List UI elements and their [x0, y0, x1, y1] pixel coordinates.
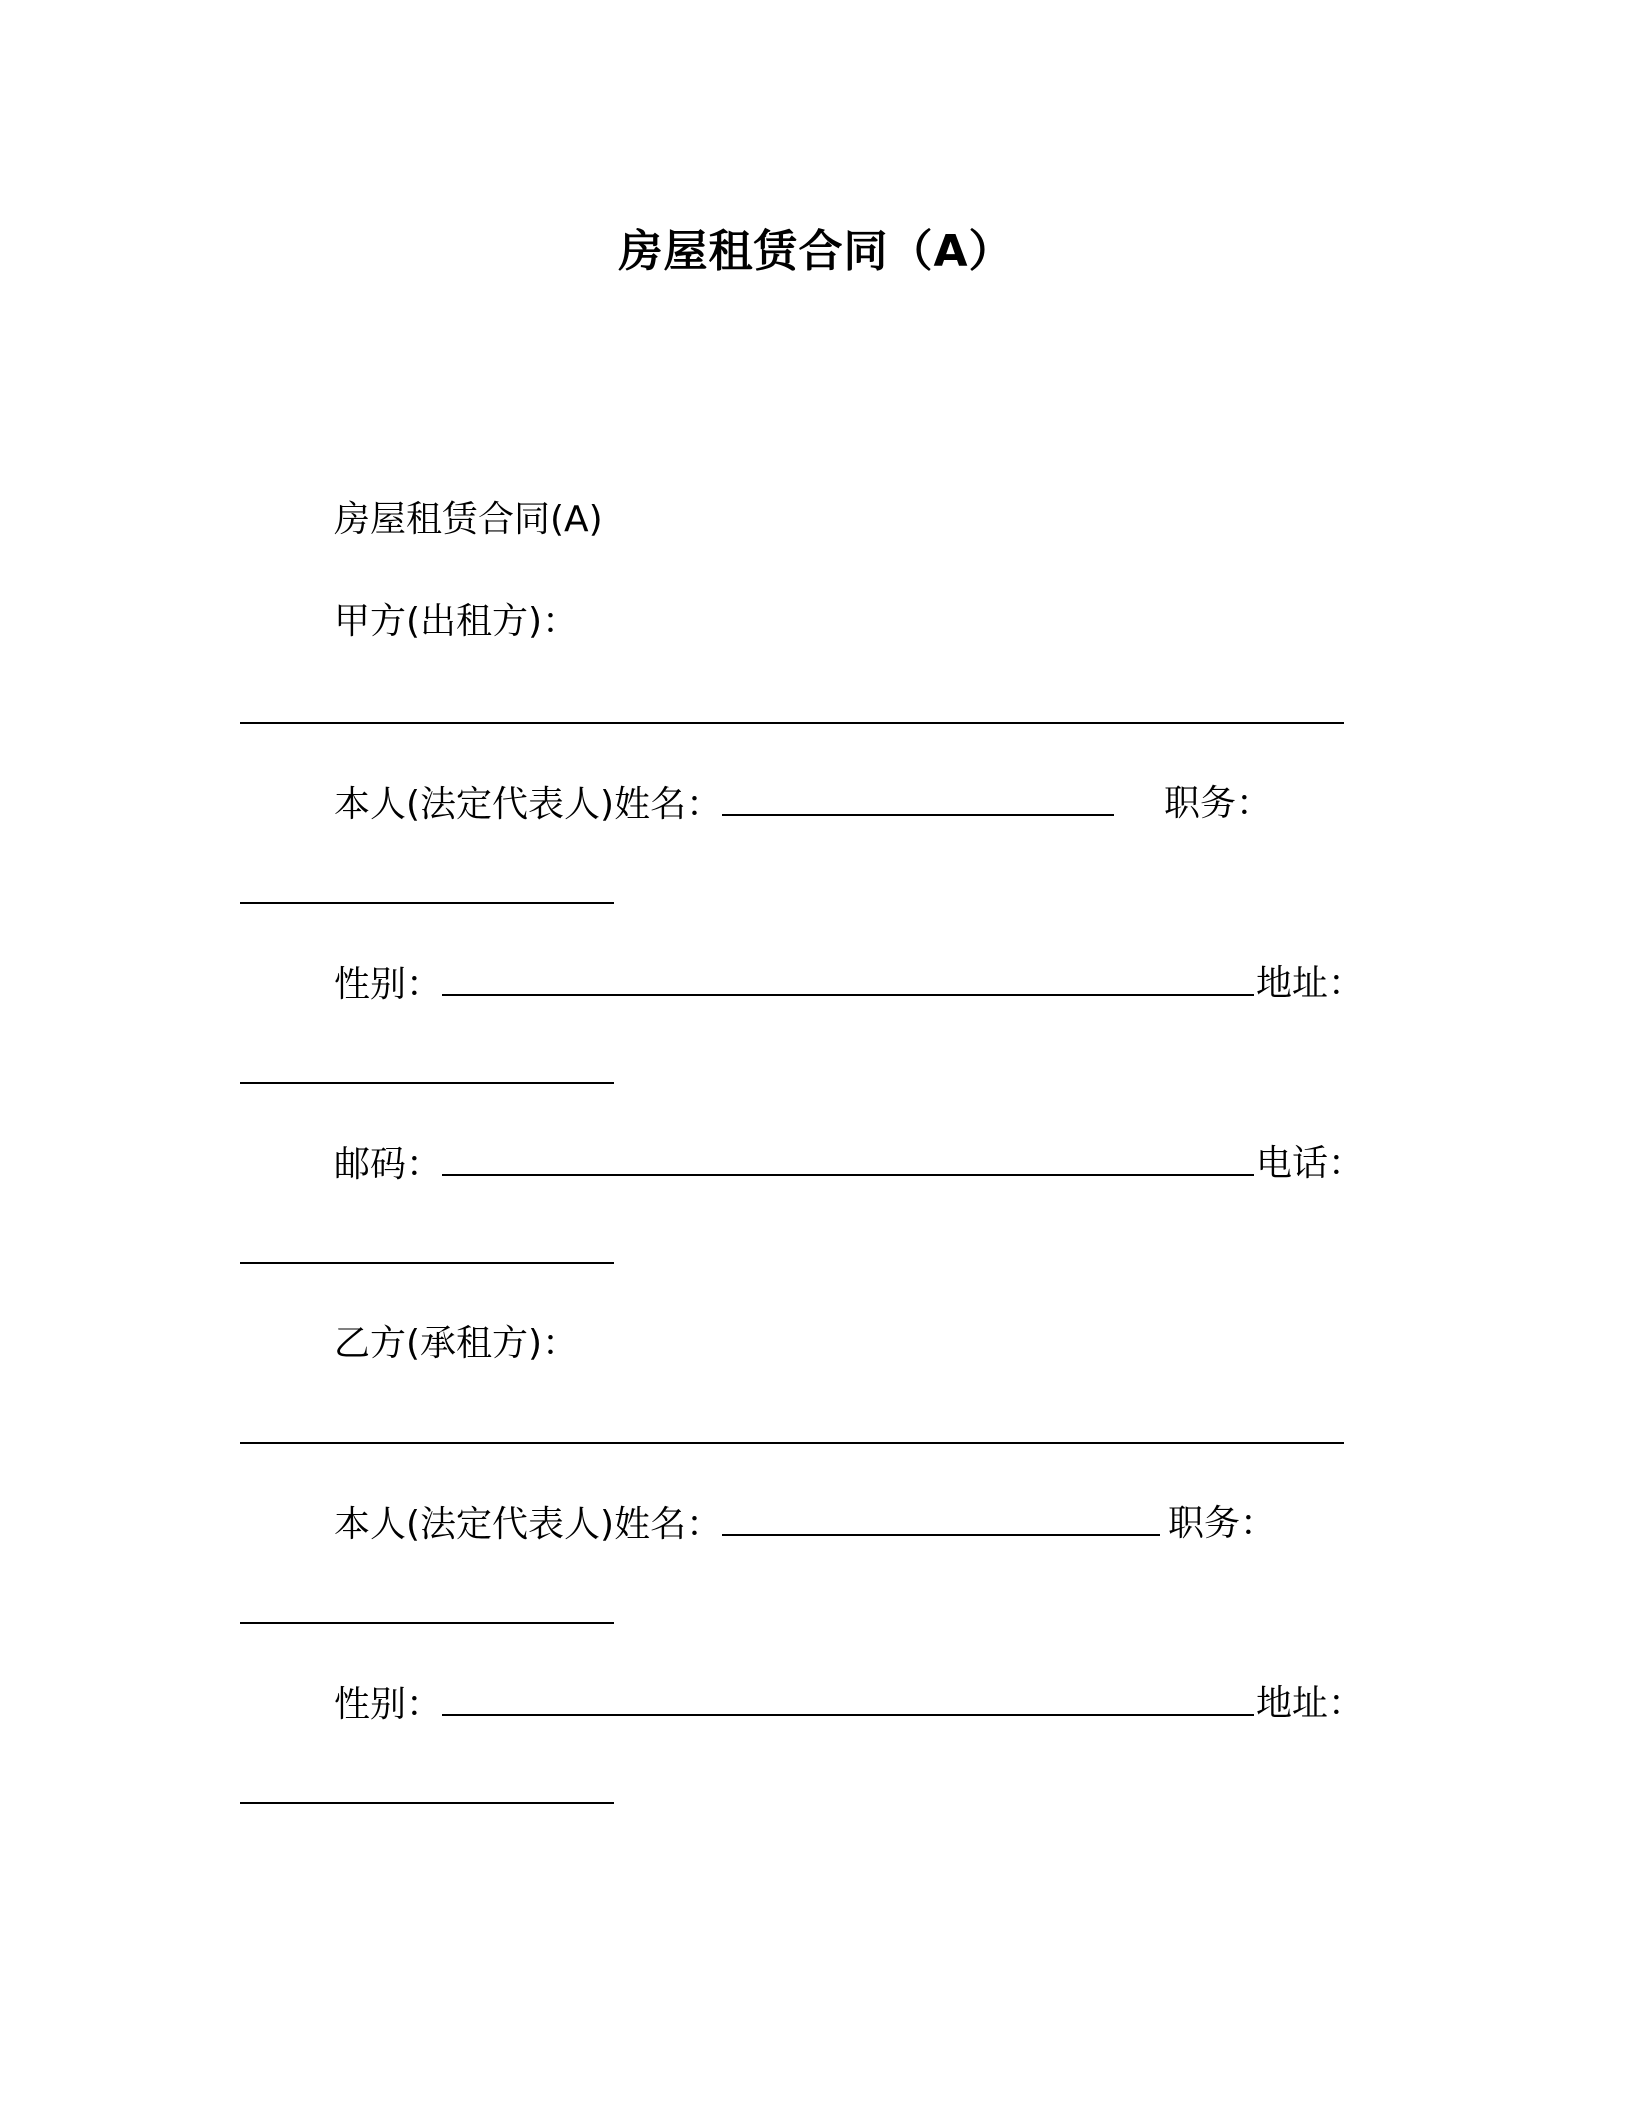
party-a-phone-label: 电话： [1256, 1143, 1365, 1184]
party-a-gender-label: 性别： [334, 964, 443, 1005]
party-a-address-label: 地址： [1256, 963, 1365, 1004]
party-b-gender-label: 性别： [334, 1684, 443, 1725]
party-b-address-label: 地址： [1256, 1683, 1365, 1724]
party-a-position-blank[interactable] [240, 902, 614, 904]
party-a-postcode-row [334, 1140, 1254, 1189]
party-a-postcode-field[interactable] [442, 1140, 1254, 1176]
party-b-representative-row [334, 1500, 1160, 1549]
party-b-name-label: 本人(法定代表人)姓名： [334, 1504, 723, 1545]
party-a-phone-blank[interactable] [240, 1262, 614, 1264]
party-a-postcode-label: 邮码： [334, 1144, 443, 1185]
party-b-position-blank[interactable] [240, 1622, 614, 1624]
party-a-representative-row [334, 780, 1114, 829]
party-a-label: 甲方(出租方)： [334, 601, 579, 642]
party-a-gender-field[interactable] [442, 960, 1254, 996]
party-b-position-label: 职务： [1168, 1503, 1277, 1544]
document-title: 房屋租赁合同（A） [618, 226, 1014, 277]
party-a-name-blank[interactable] [240, 722, 1344, 724]
party-b-gender-row [334, 1680, 1254, 1729]
party-a-name-label: 本人(法定代表人)姓名： [334, 784, 723, 825]
party-b-address-blank[interactable] [240, 1802, 614, 1804]
party-a-address-blank[interactable] [240, 1082, 614, 1084]
party-b-gender-field[interactable] [442, 1680, 1254, 1716]
party-a-gender-row [334, 960, 1254, 1009]
contract-heading: 房屋租赁合同(A) [334, 499, 603, 540]
party-b-representative-field[interactable] [722, 1500, 1160, 1536]
party-b-label: 乙方(承租方)： [334, 1323, 579, 1364]
party-a-representative-field[interactable] [722, 780, 1114, 816]
party-a-position-label: 职务： [1164, 783, 1273, 824]
party-b-name-blank[interactable] [240, 1442, 1344, 1444]
